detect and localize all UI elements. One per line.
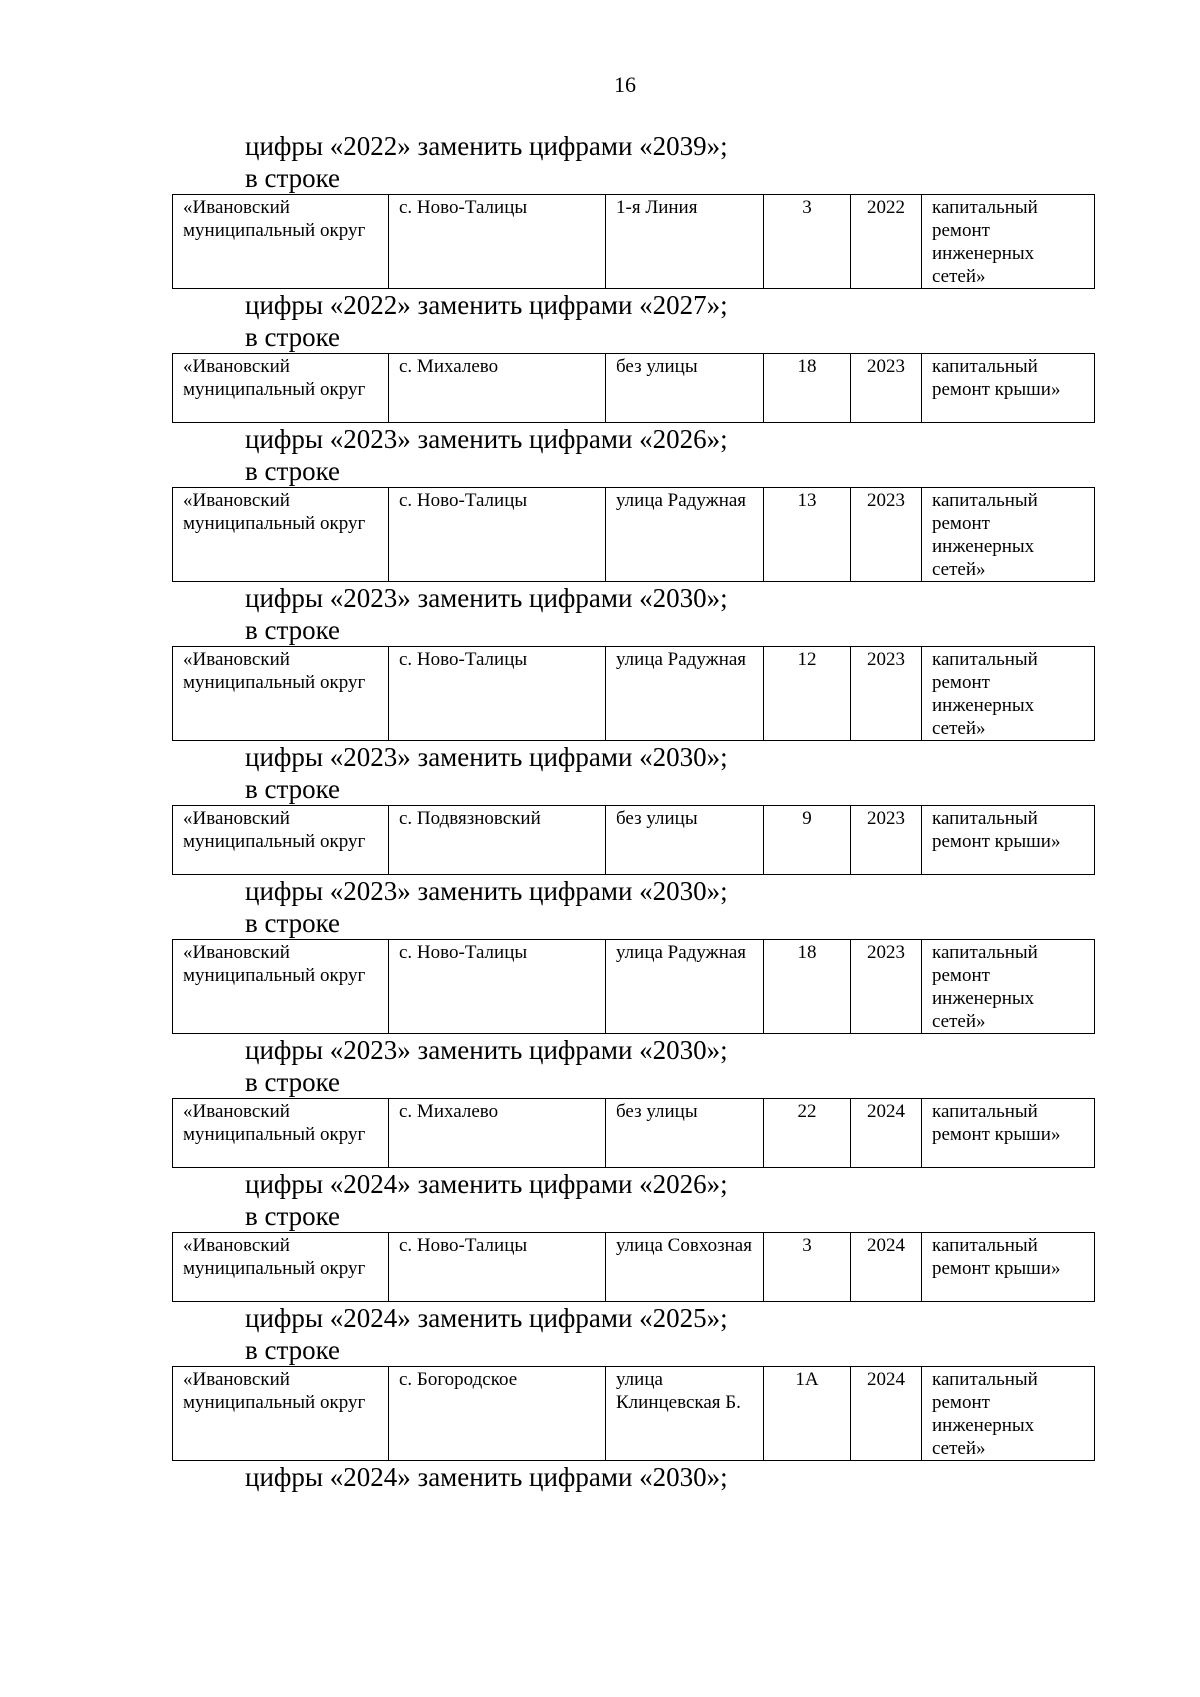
amendment-block [172,455,1094,614]
work-type-cell: капитальный ремонт инженерных сетей» [922,647,1095,741]
year-cell: 2023 [851,488,922,582]
in-line-label: в строке [245,456,341,486]
house-number-cell: 1А [764,1367,851,1461]
district-cell: «Ивановский муниципальный округ [173,1367,389,1461]
settlement-cell: с. Ново-Талицы [389,1233,606,1302]
amendment-block [172,1066,1094,1200]
program-row-table [172,1098,1095,1168]
street-cell: улица Совхозная [606,1233,764,1302]
document-body [172,130,1094,1493]
replacement-instruction: цифры «2023» заменить цифрами «2030»; [245,876,728,906]
work-type-cell: капитальный ремонт крыши» [922,1099,1095,1168]
district-cell: «Ивановский муниципальный округ [173,1233,389,1302]
settlement-cell: с. Подвязновский [389,806,606,875]
settlement-cell: с. Богородское [389,1367,606,1461]
house-number-cell: 3 [764,1233,851,1302]
work-type-cell: капитальный ремонт крыши» [922,806,1095,875]
year-cell: 2024 [851,1233,922,1302]
in-line-label: в строке [245,908,341,938]
district-cell: «Ивановский муниципальный округ [173,195,389,289]
replacement-instruction: цифры «2023» заменить цифрами «2026»; [245,424,728,454]
in-line-label: в строке [245,1201,341,1231]
house-number-cell: 13 [764,488,851,582]
year-cell: 2023 [851,647,922,741]
district-cell: «Ивановский муниципальный округ [173,806,389,875]
street-cell: без улицы [606,1099,764,1168]
table-row [173,195,1095,289]
year-cell: 2022 [851,195,922,289]
street-cell: без улицы [606,806,764,875]
settlement-cell: с. Ново-Талицы [389,647,606,741]
street-cell: без улицы [606,354,764,423]
table-row [173,940,1095,1034]
district-cell: «Ивановский муниципальный округ [173,354,389,423]
district-cell: «Ивановский муниципальный округ [173,488,389,582]
district-cell: «Ивановский муниципальный округ [173,940,389,1034]
district-cell: «Ивановский муниципальный округ [173,647,389,741]
settlement-cell: с. Михалево [389,354,606,423]
program-row-table [172,353,1095,423]
work-type-cell: капитальный ремонт инженерных сетей» [922,1367,1095,1461]
house-number-cell: 9 [764,806,851,875]
table-row [173,488,1095,582]
work-type-cell: капитальный ремонт крыши» [922,354,1095,423]
amendment-block [172,321,1094,455]
in-line-label: в строке [245,615,341,645]
amendment-block [172,162,1094,321]
house-number-cell: 12 [764,647,851,741]
amendment-block [172,907,1094,1066]
program-row-table [172,1366,1095,1461]
year-cell: 2024 [851,1099,922,1168]
street-cell: улица Радужная [606,940,764,1034]
replacement-instruction: цифры «2022» заменить цифрами «2027»; [245,290,728,320]
settlement-cell: с. Ново-Талицы [389,488,606,582]
work-type-cell: капитальный ремонт инженерных сетей» [922,488,1095,582]
program-row-table [172,1232,1095,1302]
street-cell: 1-я Линия [606,195,764,289]
year-cell: 2023 [851,354,922,423]
program-row-table [172,805,1095,875]
year-cell: 2023 [851,806,922,875]
district-cell: «Ивановский муниципальный округ [173,1099,389,1168]
table-row [173,647,1095,741]
house-number-cell: 18 [764,354,851,423]
street-cell: улица Клинцевская Б. [606,1367,764,1461]
program-row-table [172,646,1095,741]
replacement-instruction: цифры «2024» заменить цифрами «2030»; [245,1462,728,1492]
program-row-table [172,487,1095,582]
amendment-block [172,773,1094,907]
replacement-instruction: цифры «2024» заменить цифрами «2026»; [245,1169,728,1199]
in-line-label: в строке [245,1335,341,1365]
year-cell: 2023 [851,940,922,1034]
program-row-table [172,939,1095,1034]
table-row [173,806,1095,875]
amendment-block [172,614,1094,773]
work-type-cell: капитальный ремонт инженерных сетей» [922,940,1095,1034]
amendment-block [172,1200,1094,1334]
settlement-cell: с. Ново-Талицы [389,940,606,1034]
in-line-label: в строке [245,163,341,193]
in-line-label: в строке [245,322,341,352]
amendment-block [172,1334,1094,1493]
street-cell: улица Радужная [606,647,764,741]
settlement-cell: с. Михалево [389,1099,606,1168]
in-line-label: в строке [245,1067,341,1097]
house-number-cell: 22 [764,1099,851,1168]
program-row-table [172,194,1095,289]
work-type-cell: капитальный ремонт крыши» [922,1233,1095,1302]
in-line-label: в строке [245,774,341,804]
table-row [173,1367,1095,1461]
page-number: 16 [614,72,636,97]
replacement-instruction: цифры «2024» заменить цифрами «2025»; [245,1303,728,1333]
house-number-cell: 18 [764,940,851,1034]
replacement-instruction: цифры «2023» заменить цифрами «2030»; [245,583,728,613]
table-row [173,1099,1095,1168]
replacement-instruction: цифры «2023» заменить цифрами «2030»; [245,742,728,772]
table-row [173,1233,1095,1302]
replacement-instruction: цифры «2022» заменить цифрами «2039»; [245,131,728,161]
work-type-cell: капитальный ремонт инженерных сетей» [922,195,1095,289]
street-cell: улица Радужная [606,488,764,582]
replacement-instruction: цифры «2023» заменить цифрами «2030»; [245,1035,728,1065]
house-number-cell: 3 [764,195,851,289]
settlement-cell: с. Ново-Талицы [389,195,606,289]
table-row [173,354,1095,423]
year-cell: 2024 [851,1367,922,1461]
